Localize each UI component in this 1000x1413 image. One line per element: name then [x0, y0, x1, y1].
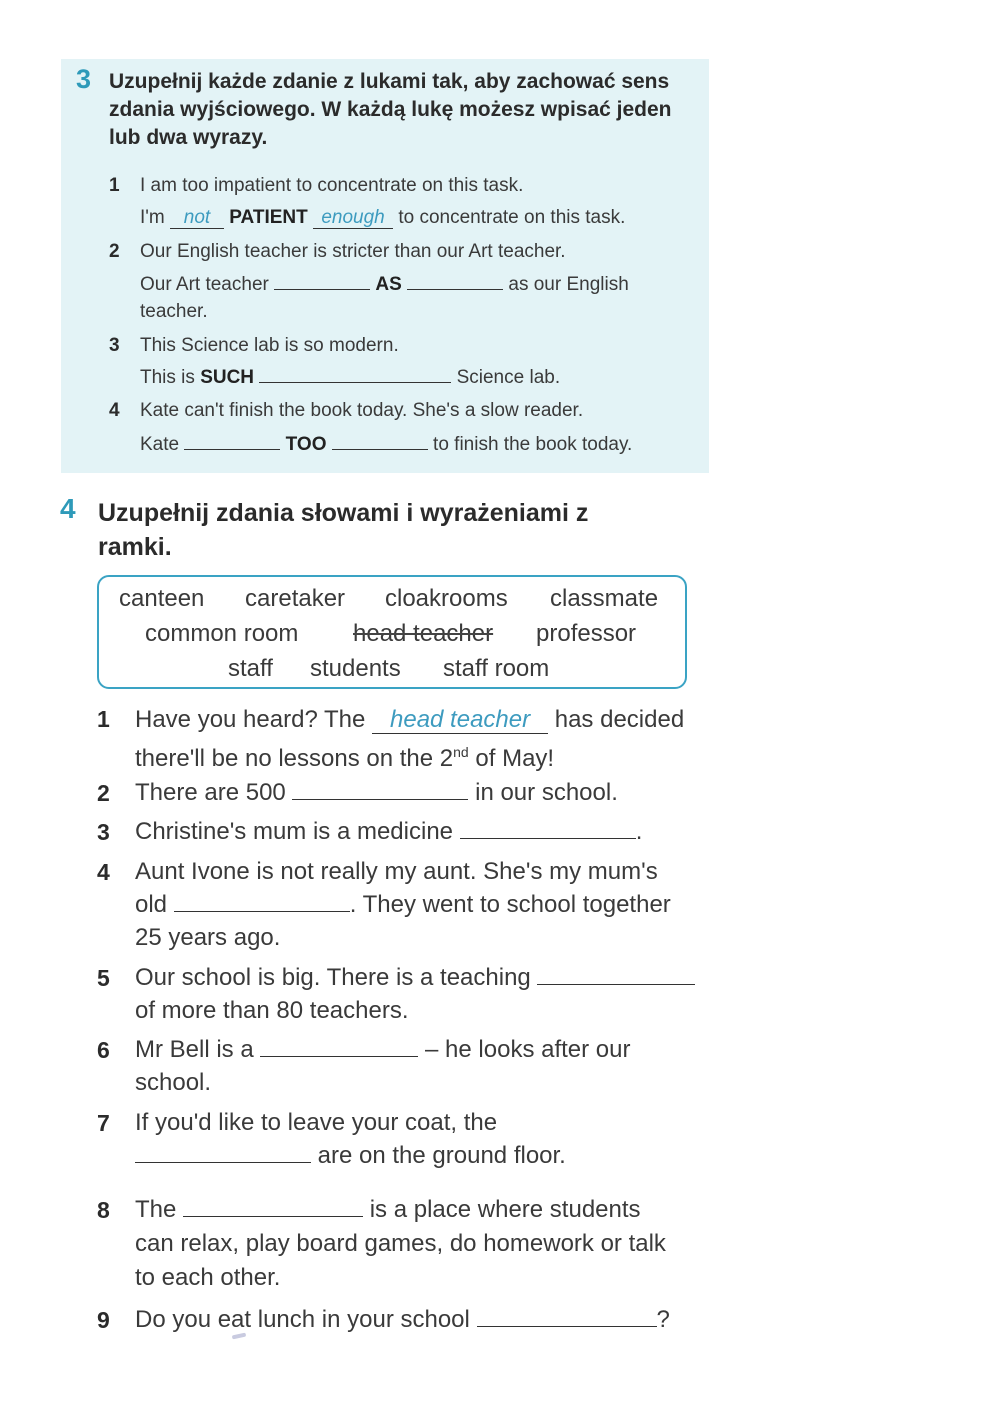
ex4-sentence-line: 25 years ago. — [135, 924, 281, 951]
ex3-item-number: 1 — [109, 175, 120, 196]
answer-blank[interactable] — [259, 381, 451, 383]
answer-blank[interactable]: enough — [313, 208, 393, 229]
sentence-text: There are 500 — [135, 779, 286, 806]
word-box-item: staff room — [443, 655, 550, 682]
ex4-sentence — [135, 1303, 670, 1336]
ex4-item-number: 8 — [97, 1197, 110, 1223]
exercise-4-number: 4 — [60, 493, 76, 524]
sentence-text: in our school. — [475, 779, 618, 806]
sentence-text: Do you eat lunch in your school — [135, 1306, 470, 1333]
answer-blank[interactable]: head teacher — [372, 707, 548, 734]
word-box-item: common room — [145, 620, 299, 647]
sentence-text: The — [135, 1196, 177, 1223]
keyword: PATIENT — [229, 207, 308, 228]
word-box-item-used: head teacher — [353, 620, 494, 647]
ex4-sentence — [135, 961, 695, 994]
ex3-original-sentence: I am too impatient to concentrate on this task. — [140, 175, 524, 196]
ex4-sentence-line — [135, 1139, 566, 1172]
ex3-transformed-sentence — [140, 367, 560, 389]
sentence-text: is a place where students — [369, 1196, 641, 1223]
ex4-sentence-line: to each other. — [135, 1264, 281, 1291]
answer-blank[interactable] — [274, 288, 370, 290]
ex3-item-number: 2 — [109, 241, 120, 262]
word-box-item: caretaker — [245, 585, 346, 612]
answer-blank[interactable] — [537, 983, 695, 985]
ex3-original-sentence: Kate can't finish the book today. She's a slow reader. — [140, 400, 584, 421]
exercise-3-number: 3 — [76, 64, 92, 94]
ex4-sentence — [135, 703, 684, 736]
ex4-sentence — [135, 776, 618, 809]
sentence-text: . They went to school together — [349, 891, 671, 918]
word-box-item: canteen — [119, 585, 205, 612]
ex4-sentence-line — [135, 888, 671, 921]
sentence-suffix: Science lab. — [456, 367, 561, 388]
ex3-original-sentence: Our English teacher is stricter than our Art teacher. — [140, 241, 566, 262]
answer-blank[interactable] — [332, 448, 428, 450]
word-box-item: cloakrooms — [385, 585, 508, 612]
sentence-text: . — [635, 818, 643, 845]
ordinal-suffix: nd — [453, 744, 469, 760]
keyword: TOO — [285, 434, 327, 455]
sentence-suffix: to concentrate on this task. — [398, 207, 626, 228]
word-box-item: professor — [536, 620, 637, 647]
answer-blank[interactable] — [460, 837, 636, 839]
ex4-item-number: 7 — [97, 1110, 110, 1136]
answer-blank[interactable] — [407, 288, 503, 290]
ex3-item-number: 4 — [109, 400, 120, 421]
ex4-sentence-line: school. — [135, 1069, 212, 1096]
sentence-text: Have you heard? The — [135, 706, 366, 733]
sentence-text: there'll be no lessons on the 2 — [135, 745, 454, 772]
ex4-sentence: If you'd like to leave your coat, the — [135, 1109, 498, 1136]
exercise-3-instruction: Uzupełnij każde zdanie z lukami tak, aby zachować sens zdania wyjściowego. W każdą lukę możesz wpisać jeden lub dwa wyrazy. — [109, 70, 672, 149]
word-box-item: staff — [228, 655, 273, 682]
sentence-text: has decided — [554, 706, 685, 733]
sentence-text: Mr Bell is a — [135, 1036, 254, 1063]
answer-blank[interactable] — [477, 1325, 657, 1327]
ex4-sentence — [135, 1193, 641, 1226]
answer-blank[interactable] — [292, 798, 468, 800]
ex3-transformed-sentence — [140, 274, 629, 296]
sentence-text: are on the ground floor. — [317, 1142, 566, 1169]
keyword: AS — [375, 274, 402, 295]
answer-blank[interactable] — [183, 1215, 363, 1217]
ex4-item-number: 4 — [97, 859, 110, 885]
word-box-item: classmate — [550, 585, 659, 612]
sentence-text: – he looks after our — [425, 1036, 631, 1063]
ex3-item-number: 3 — [109, 335, 120, 356]
sentence-text: of May! — [475, 745, 555, 772]
ex4-sentence — [135, 815, 642, 848]
ex4-sentence-line: can relax, play board games, do homework or talk — [135, 1230, 666, 1257]
answer-blank[interactable] — [184, 448, 280, 450]
ex4-sentence — [135, 1033, 630, 1066]
keyword: SUCH — [200, 367, 255, 388]
ex4-item-number: 5 — [97, 965, 110, 991]
answer-blank[interactable]: not — [170, 208, 224, 229]
sentence-text: Christine's mum is a medicine — [135, 818, 454, 845]
ex3-transformed-sentence — [140, 434, 632, 456]
ex4-sentence: Aunt Ivone is not really my aunt. She's my mum's — [135, 858, 658, 885]
ex3-original-sentence: This Science lab is so modern. — [140, 335, 399, 356]
word-box-item: students — [310, 655, 401, 682]
ex4-sentence-line — [135, 736, 554, 775]
ex4-item-number: 9 — [97, 1307, 110, 1333]
sentence-text: ? — [656, 1306, 670, 1333]
sentence-text: old — [135, 891, 168, 918]
ex4-item-number: 2 — [97, 780, 110, 806]
sentence-continuation: teacher. — [140, 301, 208, 322]
answer-blank[interactable] — [174, 910, 350, 912]
ex4-item-number: 3 — [97, 819, 110, 845]
ex4-sentence-line: of more than 80 teachers. — [135, 997, 409, 1024]
ex4-item-number: 6 — [97, 1037, 110, 1063]
ex4-item-number: 1 — [97, 706, 110, 732]
sentence-prefix: Kate — [140, 434, 180, 455]
ex3-transformed-sentence — [140, 207, 625, 229]
exercise-4-instruction: Uzupełnij zdania słowami i wyrażeniami z ramki. — [98, 499, 589, 561]
sentence-prefix: I'm — [140, 207, 165, 228]
sentence-text: Our school is big. There is a teaching — [135, 964, 531, 991]
answer-blank[interactable] — [135, 1161, 311, 1163]
answer-blank[interactable] — [260, 1055, 418, 1057]
sentence-suffix: as our English — [508, 274, 629, 295]
sentence-prefix: Our Art teacher — [140, 274, 269, 295]
sentence-suffix: to finish the book today. — [433, 434, 633, 455]
sentence-prefix: This is — [140, 367, 195, 388]
